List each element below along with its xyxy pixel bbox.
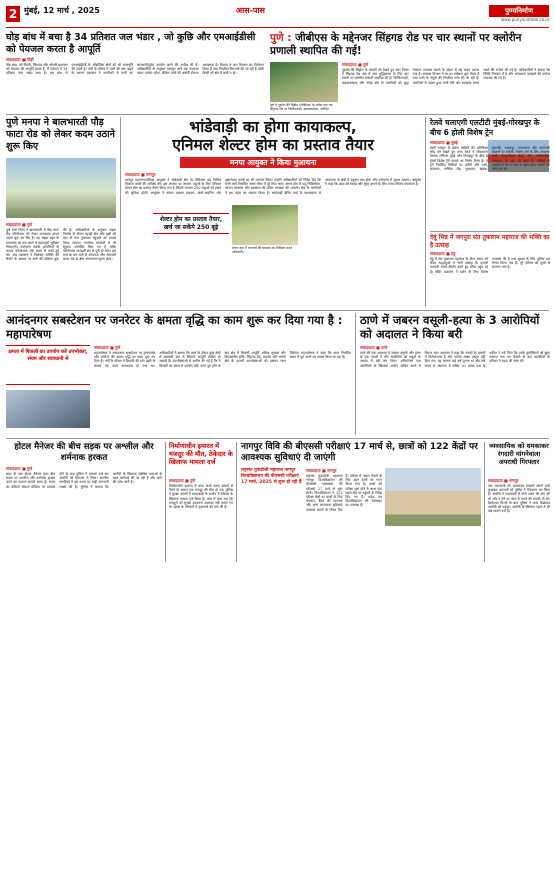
photo-caption: शेल्टर होम में जानवरों की व्यवस्था का निरीक्षण करते अधिकारी। <box>232 246 292 254</box>
byline: संवाददाता ■ मुंबई <box>430 140 458 145</box>
headline-extortion: व्यवसायिक को धमकाकर रंगदारी मांगनेवाला अपराधी गिरफ्तार <box>489 442 549 466</box>
byline: संवाददाता ■ पौड़ी <box>6 57 34 62</box>
headline-construction: निर्माणाधीन इमारत में मजदूर की मौत, ठेकेदार के खिलाफ मामला दर्ज <box>169 442 233 466</box>
headline-text: जीबीएस के मद्देनजर सिंहगड रोड पर चार स्थानों पर क्लोरीन प्रणाली स्थापित की गई! <box>270 32 522 57</box>
article-body: महापारेषण ने आनंदनगर सबस्टेशन पर ट्रांसफार्मर और जनरेटर की क्षमता वृद्धि का काम शुरू कर दिया है। गर्मी के मौसम में बिजली की मांग बढ़ने के कारण यह कार्य आवश्यक हो गया था। अधिकारियों ने बताया कि कार्य के दौरान कुछ क्षेत्रों में अस्थायी रूप से बिजली आपूर्ति बाधित हो सकती है। उपभोक्ताओं से अपील की गई है कि वे बिजली का संयम से उपयोग करें। कार्य पूरा होने के बाद क्षेत्र में बिजली आपूर्ति अधिक सुचारू और विश्वसनीय होगी। सिंहगड रोड, वडगांव और धायरी क्षेत्र के हजारों उपभोक्ताओं को इसका लाभ मिलेगा। महापारेषण ने कहा कि काम निर्धारित समय में पूरा करने का प्रयास किया जा रहा है। <box>94 351 351 368</box>
photo-caption: पुणे में गुइलेन-बैरे सिंड्रोम (जीबीएस) के मरीज़ पाए गए। सिंहगढ़ रोड पर किर्किटवाड़ी, खड़कवासला, नांदेड़ित <box>270 103 334 111</box>
article-hotel-manager <box>6 466 162 562</box>
article-body: निर्माणाधीन इमारत में काम करते समय ऊंचाई से गिरने के कारण एक मजदूर की मौत हो गई। पुलिस ने सुरक्षा उपायों में लापरवाही के आरोप में ठेकेदार के खिलाफ मामला दर्ज किया है। जांच में पाया गया कि मजदूरों को सुरक्षा उपकरण उपलब्ध नहीं कराए गए थे। मृतक के परिजनों ने मुआवजे की मांग की है। <box>169 484 233 510</box>
article-body: एक व्यवसायी को धमकाकर रंगदारी मांगने वाले कुख्यात अपराधी को पुलिस ने गिरफ्तार कर लिया है। आरोपी ने व्यवसायी से मोटी रकम की मांग की थी और न देने पर जान से मारने की धमकी दी थी। शिकायत मिलने के बाद पुलिस ने जाल बिछाकर आरोपी को पकड़ा। आरोपी के खिलाफ पहले से भी कई मामले दर्ज हैं। <box>488 484 550 514</box>
article-balbharati <box>6 222 116 304</box>
headline-pune-gbs <box>270 32 550 58</box>
divider <box>355 313 356 435</box>
article-anandnagar <box>94 345 351 433</box>
headline-line-2: एनिमल शेल्टर होम का प्रस्ताव तैयार <box>172 136 374 154</box>
article-nagpur-university <box>306 468 382 562</box>
byline: संवाददाता ■ नागपुर <box>488 478 519 483</box>
article-construction <box>169 478 233 562</box>
article-body: राष्ट्रसंत तुकडोजी महाराज नागपुर विश्वविद्यालय की बीएससी पाठ्यक्रम की परीक्षाएं 17 मार्च से शुरू होंगी। विश्वविद्यालय ने 122 परीक्षा केंद्रों पर छात्रों के लिए पेयजल, बैठने की व्यवस्था और अन्य आवश्यक सुविधाएं उपलब्ध कराने के निर्देश दिए हैं। परीक्षा में नकल रोकने के लिए उड़न दस्तों का गठन किया गया है। छात्रों को परीक्षा शुरू होने से आधा घंटा पहले केंद्र पर पहुंचने के निर्देश दिए गए हैं। प्रवेश पत्र विश्वविद्यालय की वेबसाइट पर उपलब्ध हैं। <box>306 474 382 512</box>
divider <box>484 442 485 562</box>
article-body: शहर के एक होटल मैनेजर द्वारा बीच सड़क पर अश्लील और शर्मनाक हरकत करने का मामला सामने आया है। घटना का वीडियो सोशल मीडिया पर वायरल होने के बाद पुलिस ने मामला दर्ज कर आरोपी को हिरासत में लिया। स्थानीय नागरिकों ने इस घटना पर कड़ी नाराजगी व्यक्त की है। पुलिस ने बताया कि आरोपी के खिलाफ संबंधित धाराओं के तहत कार्रवाई की जा रही है और आगे की जांच जारी है। <box>6 472 162 489</box>
byline: संवाददाता ■ पुणे <box>169 478 196 483</box>
byline: संवाददाता ■ ठाणे <box>360 345 388 350</box>
photo-road <box>6 158 116 218</box>
headline-balbharati: पुणे मनपा ने बालभारती पौड़ फाटा रोड को लेकर कदम उठाने शुरू किए <box>6 117 115 152</box>
byline: संवाददाता ■ नागपुर <box>306 468 337 473</box>
pull-quote: क्षमता में बिजली का उपयोग करें उपभोक्ता, संयम और सावधानी से <box>6 345 90 385</box>
byline: संवाददाता ■ पुणे <box>342 62 369 67</box>
headline-hotel-manager: होटल मैनेजर की बीच सड़क पर अश्लील और शर्मनाक हरकत <box>14 442 154 463</box>
section-title: आस-पास <box>236 6 265 15</box>
article-pune-gbs <box>342 62 550 112</box>
headline-anandnagar: आनंदनगर सबस्टेशन पर जनरेटर के क्षमता वृद्धि का काम शुरू कर दिया गया है : महापारेषण <box>6 313 343 341</box>
divider <box>120 117 121 307</box>
byline: संवाददाता ■ देहू <box>430 251 456 256</box>
article-dehu <box>430 251 550 304</box>
byline: संवाददाता ■ पुणे <box>6 222 33 227</box>
article-body: पौड़ बांध, जो पिंपरी, चिंचवड़ और भोसरी प्रशासन को पेयजल की आपूर्ति करता है, में वर्तमान में 34 प्रतिशत जल भंडार बचा है। इस बांध से एमआईडीसी के औद्योगिक क्षेत्रों को भी जलापूर्ति की जाती है। गर्मी के मौसम में पानी की मांग बढ़ने के कारण प्रशासन ने नागरिकों से पानी का सावधानीपूर्वक उपयोग करने की अपील की है। अधिकारियों के अनुसार मानसून आने तक उपलब्ध भंडार पर्याप्त रहेगा, लेकिन पानी की बर्बादी रोकना आवश्यक है। विभाग ने जल वितरण का नियोजन किया है तथा नियमित निगरानी की जा रही है ताकि किसी भी क्षेत्र में कमी न हो। <box>6 63 264 76</box>
masthead <box>6 4 549 28</box>
article-railway <box>430 140 550 228</box>
subhead: राष्ट्रसंत तुकडोजी महाराज नागपुर विश्वविद्यालय की बीएससी परीक्षाएं 17 मार्च, 2025 से शुरू हो रही हैं <box>241 468 302 485</box>
headline-prefix: पुणे : <box>270 32 292 44</box>
byline: संवाददाता ■ नागपुर <box>125 172 156 177</box>
kicker-banner: मनपा आयुक्त ने किया मुआयना <box>180 157 366 168</box>
divider <box>425 117 426 307</box>
website: www.punyanirman.co.in <box>500 17 549 22</box>
divider <box>165 442 166 562</box>
divider <box>6 114 549 115</box>
byline: संवाददाता ■ पुणे <box>94 345 121 350</box>
highlight-box: शेल्टर होम का प्रस्ताव तैयार, खर्च जा सकेंगे 250 बूढ़े <box>153 213 229 234</box>
headline-railway: रेलवे चलाएगी एलटीटी मुंबई-गोरखपुर के बीच 6 होली विशेष ट्रेन <box>430 118 540 137</box>
photo-pune-road <box>270 62 338 102</box>
headline-line-1: भांडेवाड़ी का होगा कायाकल्प, <box>189 118 357 136</box>
headline-ghod-dam: घोड़ बांध में बचा है 34 प्रतिशत जल भंडार , जो कुछि और एमआईडीसी को पेयजल करता है आपूर्ति <box>6 32 256 55</box>
divider <box>430 231 550 232</box>
divider <box>6 438 549 439</box>
article-body: होली त्योहार के दौरान यात्रियों की अतिरिक्त भीड़ को देखते हुए मध्य रेलवे ने लोकमान्य तिलक टर्मिनस मुंबई और गोरखपुर के बीच 6 होली विशेष ट्रेनें चलाने का निर्णय लिया है। ये ट्रेनें निर्धारित तिथियों पर चलेंगी और ठाणे, कल्याण, नासिक रोड, भुसावल, खंडवा, इटारसी, जबलपुर, प्रयागराज और वाराणसी स्टेशनों पर रुकेंगी। विशेष ट्रेनों के लिए आरक्षण सभी कंप्यूटरीकृत केंद्रों और आधिकारिक वेबसाइट पर शुरू हो चुका है। यात्रियों से अनुरोध है कि वे यात्रा से पहले समय सारणी की जांच कर लें। <box>430 146 550 172</box>
edition-date: मुंबई, 12 मार्च , 2025 <box>24 6 100 15</box>
article-body: देहू में संत तुकाराम महाराज के बीज उत्सव को लेकर श्रद्धालुओं में भारी उत्साह है। हजारों वारकरी भजन-कीर्तन करते हुए मंदिर पहुंच रहे हैं। मंदिर प्रशासन ने दर्शन के लिए विशेष व्यवस्था की है तथा सुरक्षा के लिए पुलिस बल तैनात किया गया है। पूरे परिसर को फूलों से सजाया गया है। <box>430 257 550 274</box>
article-body: नागपुर महानगरपालिका आयुक्त ने भांडेवाड़ी क्षेत्र का निरीक्षण कर विभिन्न विकास कार्यों की समीक्षा की। इस अवसर पर आवारा पशुओं के लिए एनिमल शेल्टर होम का प्रस्ताव तैयार किया गया है जिसमें लगभग 250 पशुओं को रखने की सुविधा होगी। आयुक्त ने कचरा प्रबंधन प्रकल्प, बायो-माइनिंग और वृक्षारोपण कार्यों का भी जायजा लिया। उन्होंने अधिकारियों को निर्देश दिए कि सभी कार्य निर्धारित समय सीमा में पूरे किए जाएं। शेल्टर होम में पशु चिकित्सक, भोजन व्यवस्था और स्वच्छता की उचित व्यवस्था की जाएगी। क्षेत्र के नागरिकों ने इस पहल का स्वागत किया है। भांडेवाड़ी डंपिंग यार्ड के कायाकल्प से आसपास के क्षेत्रों में प्रदूषण कम होगा और पर्यावरण में सुधार आएगा। आयुक्त ने कहा कि शहर को स्वच्छ और सुंदर बनाने के लिए मनपा निरंतर प्रयासरत है। <box>125 178 421 195</box>
byline: संवाददाता ■ पुणे <box>6 466 33 471</box>
headline-nagpur-university: नागपुर विवि की बीएससी परीक्षाएं 17 मार्च से, छात्रों को 122 केंद्रों पर आवश्यक सुविधाएं दी जाएंगी <box>241 442 478 463</box>
divider <box>6 310 549 311</box>
article-ghod-dam <box>6 57 264 107</box>
photo-shelter-inspection <box>232 205 298 245</box>
headline-bhandewadi <box>125 118 421 154</box>
divider <box>236 442 237 562</box>
article-body: ठाणे की एक अदालत ने जबरन वसूली और हत्या के एक मामले में तीन आरोपियों को सबूतों के अभाव में बरी कर दिया। अभियोजन पक्ष आरोपियों के खिलाफ आरोप साबित करने में विफल रहा। अदालत ने कहा कि गवाहों के बयानों में विरोधाभास है और पर्याप्त साक्ष्य प्रस्तुत नहीं किए गए। यह मामला कई वर्ष पुराना था और लंबे समय से अदालत में लंबित था। बचाव पक्ष के वकील ने तर्क दिया कि उनके मुवक्किलों को झूठा फंसाया गया था। फैसले के बाद आरोपियों के परिवार ने राहत की सांस ली। <box>360 351 550 368</box>
headline-thane: ठाणे में जबरन वसूली-हत्या के 3 आरोपियों को अदालत ने किया बरी <box>360 313 540 341</box>
article-body: गुइलेन-बैरे सिंड्रोम के मामलों को देखते हुए नगर निगम ने सिंहगड रोड क्षेत्र में जल शुद्धिकरण के लिए चार स्थानों पर क्लोरीन प्रणाली स्थापित की है। किर्किटवाड़ी, खड़कवासला और नांदेड़ क्षेत्र के नागरिकों को शुद्ध पेयजल उपलब्ध कराने के उद्देश्य से यह कदम उठाया गया है। स्वास्थ्य विभाग ने घर-घर सर्वेक्षण शुरू किया है तथा पानी के नमूनों की नियमित जांच की जा रही है। नागरिकों से उबला हुआ पानी पीने और स्वच्छता बनाए रखने की अपील की गई है। अधिकारियों ने बताया कि स्थिति नियंत्रण में है और आवश्यक दवाइयों की पर्याप्त व्यवस्था की गई है। <box>342 68 550 85</box>
article-extortion <box>488 478 550 562</box>
article-thane <box>360 345 550 433</box>
photo-substation <box>6 390 90 428</box>
headline-dehu: देवूं भिन्न में जगपुरा संत तुकाराम महाराज की भक्ति का है उत्साह <box>430 234 550 249</box>
newspaper-logo: पुण्यनिर्माण <box>489 5 549 17</box>
page-number: 2 <box>6 6 20 22</box>
article-body: पुणे नगर निगम ने बालभारती से पौड़ फाटा रोड परियोजना को लेकर आवश्यक कदम उठाने शुरू कर दिए हैं। यह सड़क शहर के यातायात को कम करने में महत्वपूर्ण भूमिका निभाएगी। पर्यावरण संबंधी आपत्तियों के कारण परियोजना लंबे समय से रुकी हुई थी। अब प्रशासन ने विशेषज्ञ समिति की रिपोर्ट के आधार पर आगे की प्रक्रिया शुरू की है। अधिकारियों के अनुसार सड़क निर्माण के दौरान पहाड़ी क्षेत्र और वृक्षों को कम से कम नुकसान पहुंचाने का प्रयास किया जाएगा। नागरिक संगठनों से भी सुझाव आमंत्रित किए गए हैं ताकि परियोजना पारदर्शी ढंग से पूरी हो सके। इस मार्ग के बन जाने से कोथरूड और सेनापति बापट रोड के बीच आवागमन सुगम होगा। <box>6 228 116 262</box>
photo-university-building <box>385 468 481 526</box>
